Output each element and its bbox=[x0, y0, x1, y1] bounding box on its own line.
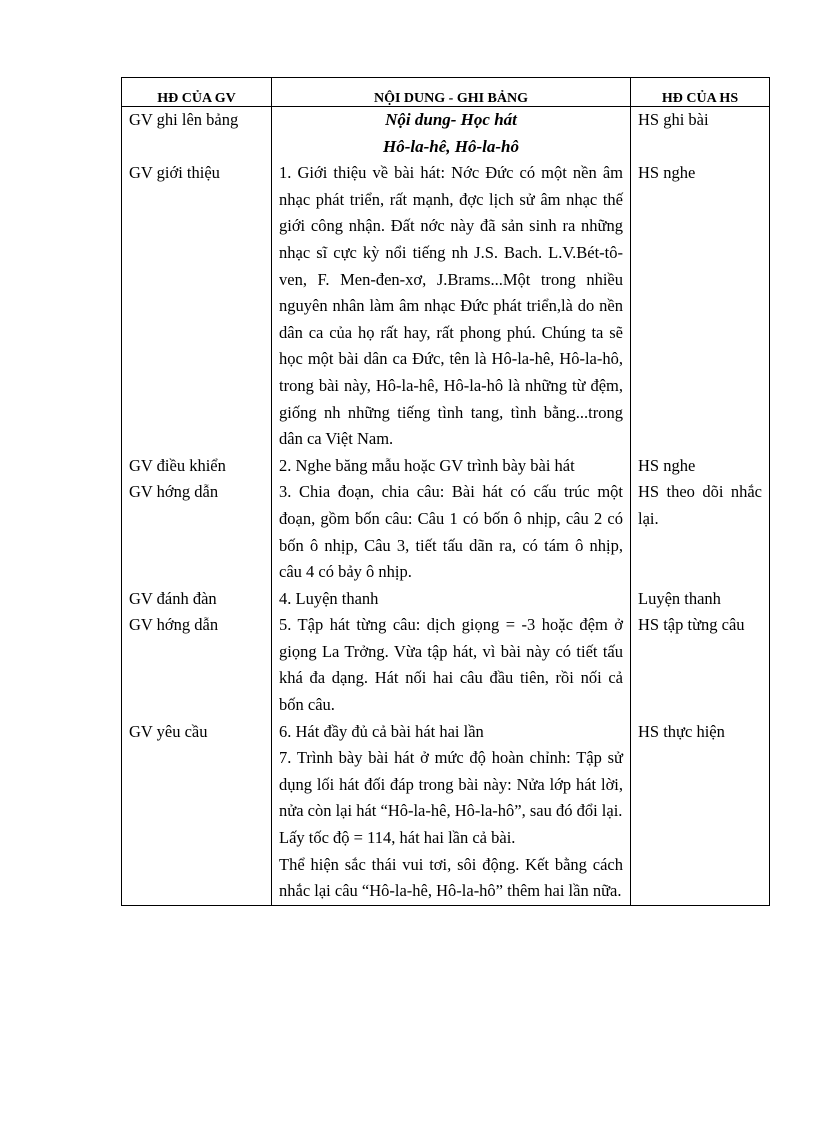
content-cell bbox=[272, 612, 631, 718]
content-cell bbox=[272, 479, 631, 585]
table-row bbox=[122, 453, 770, 480]
header-student: HĐ CỦA HS bbox=[631, 78, 770, 107]
content-text: 5. Tập hát từng câu: dịch giọng = -3 hoặc đệm ở giọng La Trởng. Vừa tập hát, vì bài này có tiết tấu khá đa dạng. Hát nối hai câu đầu tiên, rồi nối cả bốn câu. bbox=[279, 615, 623, 715]
table-row bbox=[122, 586, 770, 613]
lesson-title: Nội dung- Học hát bbox=[385, 110, 517, 129]
teacher-cell: GV giới thiệu bbox=[122, 160, 272, 453]
content-line: Lấy tốc độ = 114, hát hai lần cả bài. bbox=[279, 828, 516, 848]
teacher-cell: GV đánh đàn bbox=[122, 586, 272, 613]
content-line: Thể hiện sắc thái vui tơi, sôi động. Kết bằng cách nhắc lại câu “Hô-la-hê, Hô-la-hô” thêm hai lần nữa. bbox=[279, 854, 623, 901]
table-row bbox=[122, 107, 770, 161]
table-row bbox=[122, 160, 770, 453]
teacher-cell: GV hớng dẫn bbox=[122, 479, 272, 585]
header-teacher: HĐ CỦA GV bbox=[122, 78, 272, 107]
content-cell bbox=[272, 719, 631, 906]
content-cell bbox=[272, 107, 631, 161]
content-cell bbox=[272, 586, 631, 613]
teacher-cell: GV điều khiển bbox=[122, 453, 272, 480]
song-title: Hô-la-hê, Hô-la-hô bbox=[383, 136, 519, 156]
content-text: 1. Giới thiệu về bài hát: Nớc Đức có một nền âm nhạc phát triển, rất mạnh, đợc lịch sử âm nhạc thế giới công nhận. Đất nớc này đã sản sinh ra những nhạc sĩ cực kỳ nổi tiếng nh J.S. Bach. L.V.Bét-tô-ven, F. Men-đen-xơ, J.Brams...Một trong nhiều nguyên nhân làm âm nhạc Đức phát triển,là do nền dân ca của họ rất hay, rất phong phú. Chúng ta sẽ học một bài dân ca Đức, tên là Hô-la-hê, Hô-la-hô, trong bài này, Hô-la-hê, Hô-la-hô là những từ đệm, giống nh những tiếng tình tang, tình bằng...trong dân ca Việt Nam. bbox=[279, 163, 623, 449]
table-row bbox=[122, 719, 770, 906]
teacher-cell: GV ghi lên bảng bbox=[122, 107, 272, 161]
content-line: 6. Hát đầy đủ cả bài hát hai lần bbox=[279, 721, 484, 741]
content-text: 3. Chia đoạn, chia câu: Bài hát có cấu trúc một đoạn, gồm bốn câu: Câu 1 có bốn ô nhịp, câu 2 có bốn ô nhịp, Câu 3, tiết tấu dãn ra, có tám ô nhịp, câu 4 có bảy ô nhịp. bbox=[279, 482, 623, 582]
content-line: 7. Trình bày bài hát ở mức độ hoàn chỉnh: Tập sử dụng lối hát đối đáp trong bài này: Nửa lớp hát lời, nửa còn lại hát “Hô-la-hê, Hô-la-hô”, sau đó đổi lại. bbox=[279, 748, 623, 821]
student-cell: HS nghe bbox=[631, 160, 770, 453]
student-cell: HS nghe bbox=[631, 453, 770, 480]
lesson-plan-table bbox=[121, 77, 770, 906]
student-cell: HS tập từng câu bbox=[631, 612, 770, 718]
student-cell: Luyện thanh bbox=[631, 586, 770, 613]
teacher-cell: GV hớng dẫn bbox=[122, 612, 272, 718]
teacher-cell: GV yêu cầu bbox=[122, 719, 272, 906]
content-cell bbox=[272, 453, 631, 480]
table-row bbox=[122, 612, 770, 718]
header-content: NỘI DUNG - GHI BẢNG bbox=[272, 78, 631, 107]
content-text: 4. Luyện thanh bbox=[279, 588, 379, 608]
content-cell bbox=[272, 160, 631, 453]
student-cell: HS thực hiện bbox=[631, 719, 770, 906]
student-text: HS theo dõi nhắc lại. bbox=[638, 482, 762, 528]
table-header-row bbox=[122, 78, 770, 107]
student-cell: HS ghi bài bbox=[631, 107, 770, 161]
content-text: 2. Nghe băng mẫu hoặc GV trình bày bài hát bbox=[279, 455, 575, 475]
table-row bbox=[122, 479, 770, 585]
student-cell bbox=[631, 479, 770, 585]
